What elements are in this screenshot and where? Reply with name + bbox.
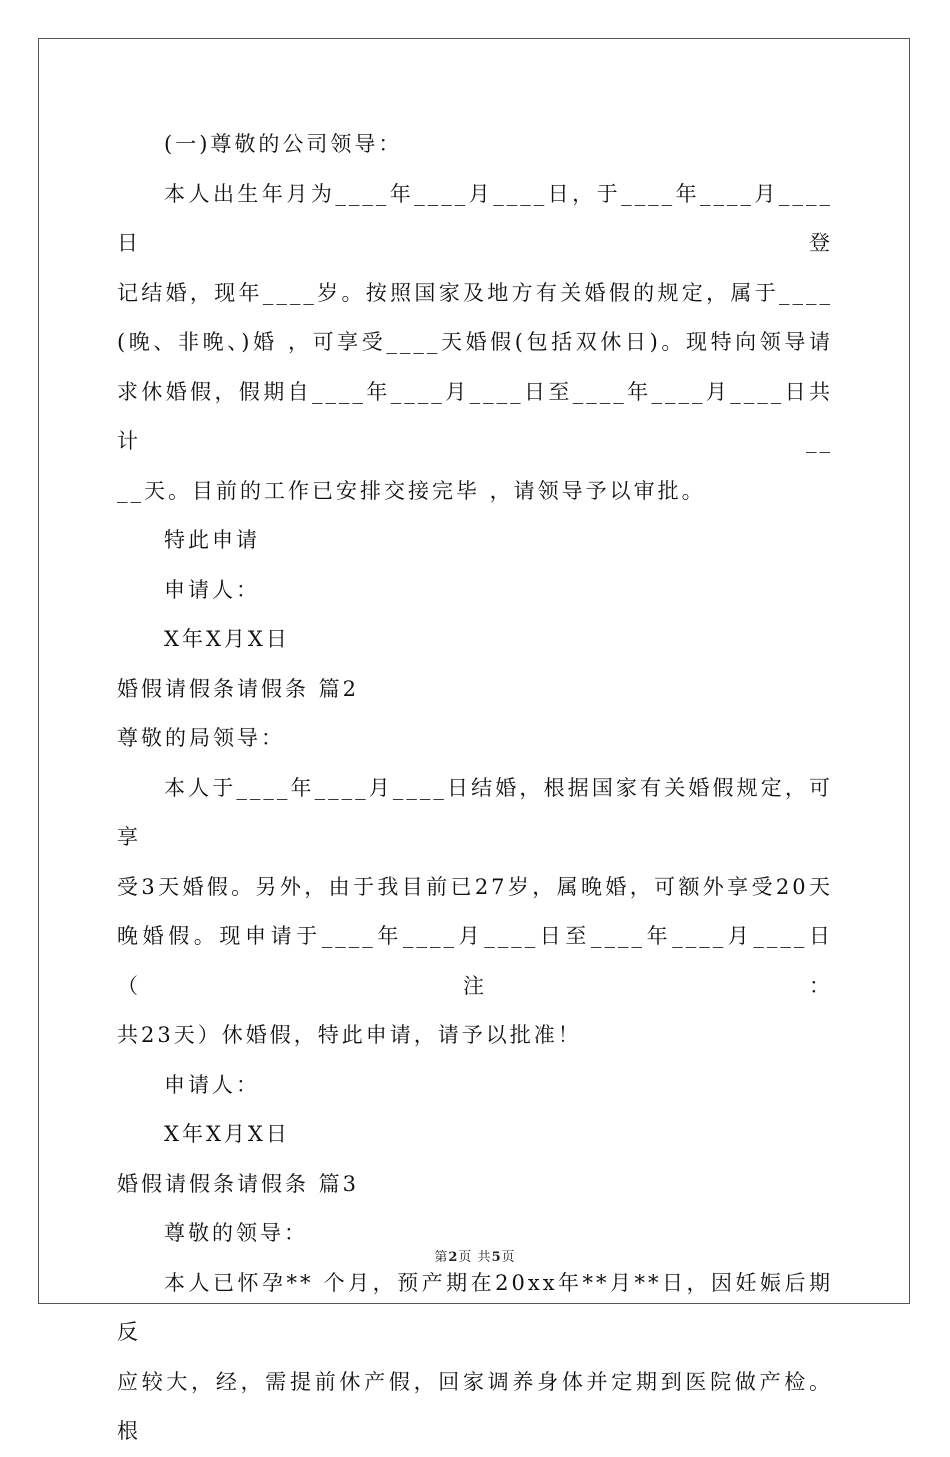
date-line: X年X月X日 [164, 1122, 290, 1146]
body-line: 受3天婚假。另外，由于我目前已27岁，属晚婚，可额外享受20天 [117, 874, 833, 899]
body-line: 本人于____年____月____日结婚，根据国家有关婚假规定，可享 [117, 775, 833, 849]
body-line: 应较大，经，需提前休产假，回家调养身体并定期到医院做产检。根 [117, 1369, 833, 1443]
section-heading: 婚假请假条请假条 篇2 [117, 676, 360, 701]
applicant-label: 申请人： [164, 577, 260, 602]
body-line: 记结婚，现年____岁。按照国家及地方有关婚假的规定，属于____ [117, 280, 833, 305]
applicant-label: 申请人： [164, 1072, 260, 1097]
body-line: (晚、非晚、)婚 ，可享受____天婚假(包括双休日)。现特向领导请 [117, 330, 833, 354]
current-page-number: 2 [448, 1250, 459, 1265]
section-heading: 婚假请假条请假条 篇3 [117, 1171, 360, 1196]
page-footer [0, 1246, 950, 1265]
body-line: __天。目前的工作已安排交接完毕 ，请领导予以审批。 [117, 478, 706, 503]
salutation: 尊敬的局领导： [117, 726, 285, 750]
body-line: 求休婚假，假期自____年____月____日至____年____月____日共计__ [117, 379, 833, 453]
body-line: 本人出生年月为____年____月____日，于____年____月____日登 [117, 181, 833, 255]
salutation: (一)尊敬的公司领导： [164, 132, 403, 156]
page-suffix: 页 [501, 1250, 516, 1265]
body-line: 晚婚假。现申请于____年____月____日至____年____月____日（注： [117, 924, 833, 998]
total-page-number: 5 [491, 1250, 502, 1265]
body-line: 共23天）休婚假，特此申请，请予以批准！ [117, 1023, 582, 1047]
salutation: 尊敬的领导： [164, 1221, 308, 1245]
page-mid: 页 共 [458, 1250, 492, 1265]
date-line: X年X月X日 [164, 627, 290, 651]
page-prefix: 第 [434, 1250, 449, 1265]
body-line: 本人已怀孕** 个月，预产期在20xx年**月**日，因妊娠后期反 [117, 1270, 833, 1344]
closing: 特此申请 [164, 528, 260, 552]
